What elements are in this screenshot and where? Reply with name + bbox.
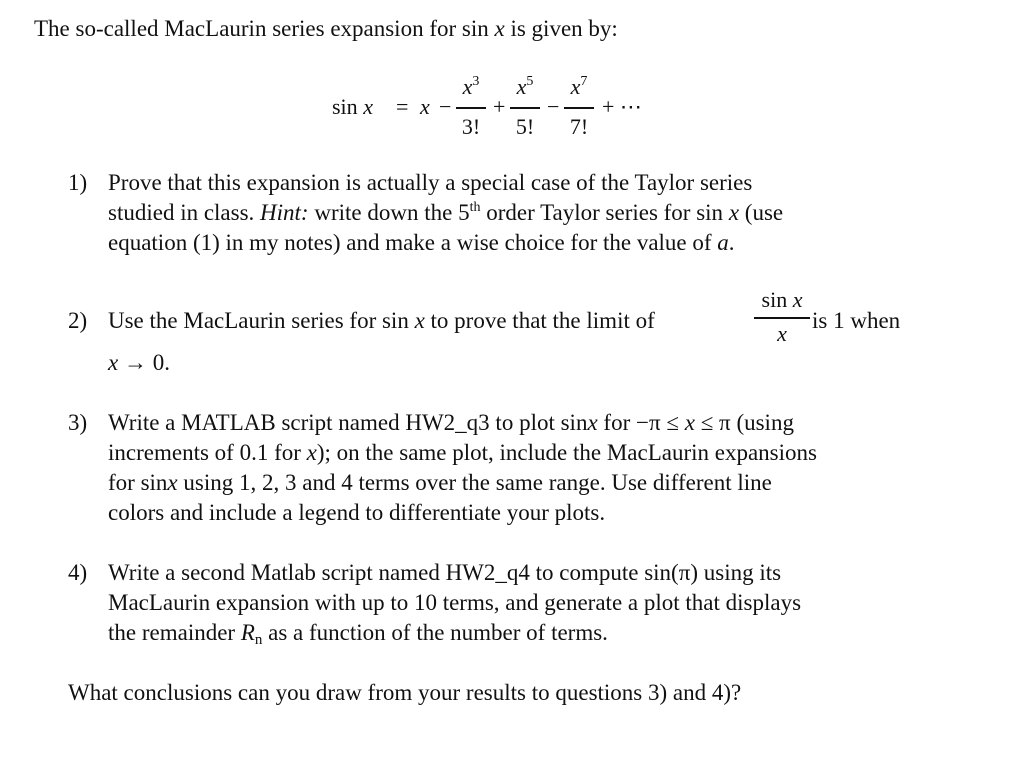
q3-line-1: Write a MATLAB script named HW2_q3 to plot sinx for −π ≤ x ≤ π (using (108, 410, 794, 435)
equation-equals: = (396, 94, 409, 119)
maclaurin-equation (332, 70, 672, 150)
q3-line-3: for sinx using 1, 2, 3 and 4 terms over the same range. Use different line (108, 470, 772, 495)
q2-line-1-end: is 1 when (812, 308, 901, 333)
closing-question: What conclusions can you draw from your results to questions 3) and 4)? (68, 680, 742, 705)
q4-line-2: MacLaurin expansion with up to 10 terms, and generate a plot that displays (108, 590, 802, 615)
q3-line-4: colors and include a legend to differentiate your plots. (108, 500, 606, 525)
equation-first-term: x (420, 94, 430, 119)
equation-tail: + ⋯ (602, 94, 642, 119)
equation-term-x7: $x^7$ 7! (562, 70, 596, 150)
q3-number: 3) (68, 410, 88, 435)
q2-number: 2) (68, 308, 88, 333)
equation-lhs: sin x (332, 94, 373, 119)
q2-fraction-sinx-over-x: sin x x (754, 287, 810, 351)
q4-number: 4) (68, 560, 88, 585)
q1-line-3: equation (1) in my notes) and make a wise choice for the value of a. (108, 230, 735, 255)
intro-text: The so-called MacLaurin series expansion for sin x is given by: (34, 16, 618, 41)
q2-line-1: Use the MacLaurin series for sin x to prove that the limit of (108, 308, 655, 333)
equation-plus-1: + (493, 94, 506, 119)
equation-minus-1: − (439, 94, 452, 119)
q2-line-2: x → 0. (108, 350, 170, 375)
q1-line-1: Prove that this expansion is actually a special case of the Taylor series (108, 170, 753, 195)
q4-line-3: the remainder $R_n$ as a function of the number of terms. (108, 620, 608, 648)
equation-term-x3: $x^3$ 3! (454, 70, 488, 150)
q3-line-2: increments of 0.1 for x); on the same plot, include the MacLaurin expansions (108, 440, 817, 465)
q1-line-2: studied in class. Hint: write down the 5th order Taylor series for sin x (use (108, 200, 784, 225)
equation-minus-2: − (547, 94, 560, 119)
q4-line-1: Write a second Matlab script named HW2_q4 to compute sin(π) using its (108, 560, 782, 585)
equation-term-x5: $x^5$ 5! (508, 70, 542, 150)
q1-number: 1) (68, 170, 88, 195)
